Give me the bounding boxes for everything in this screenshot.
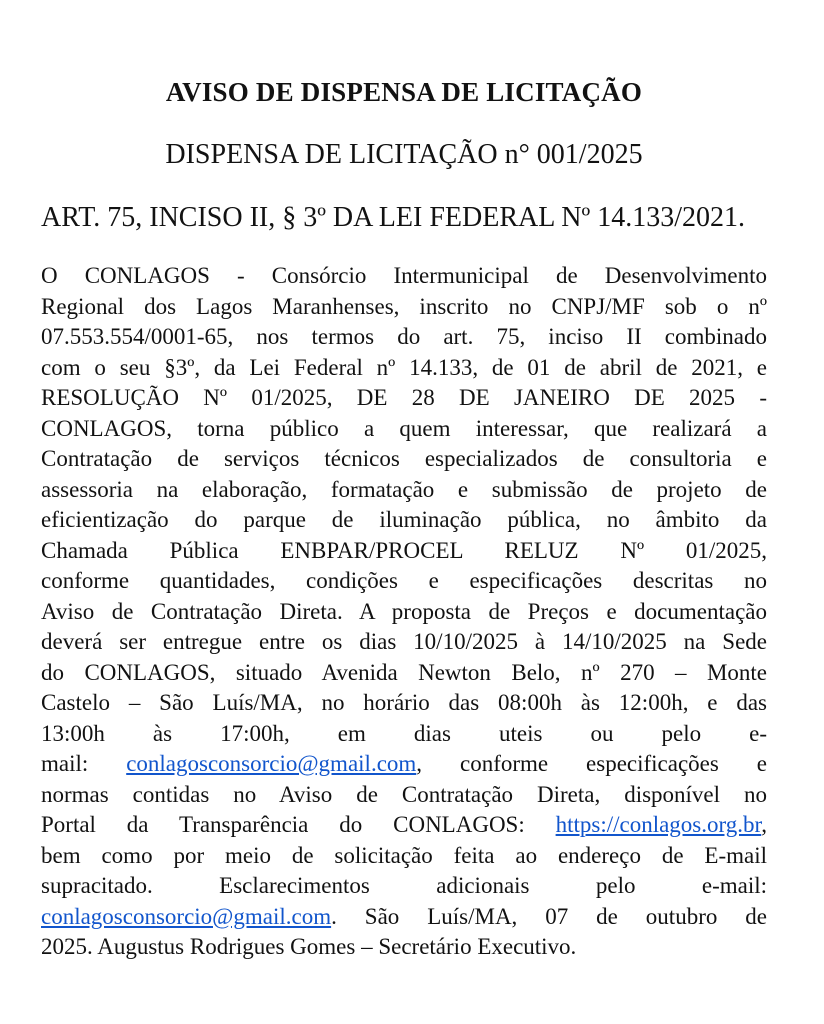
body-text-run: Aviso de Contratação Direta. A proposta de Preços e documentação xyxy=(41,598,767,624)
body-text-run: Portal da Transparência do CONLAGOS: xyxy=(41,812,556,837)
body-text-run: 2025. Augustus Rodrigues Gomes – Secretário Executivo. xyxy=(41,934,577,959)
body-text-run: Chamada Pública ENBPAR/PROCEL RELUZ Nº 01/2025, xyxy=(41,537,767,563)
body-line xyxy=(41,475,767,506)
body-line xyxy=(41,383,767,414)
body-text-run: Regional dos Lagos Maranhenses, inscrito no CNPJ/MF sob o nº xyxy=(41,293,767,319)
body-line xyxy=(41,719,767,750)
body-text-run: supracitado. Esclarecimentos adicionais pelo e-mail: xyxy=(41,873,767,898)
portal-link[interactable]: https://conlagos.org.br xyxy=(555,812,762,837)
email-link[interactable]: conlagosconsorcio@gmail.com xyxy=(126,751,417,776)
legal-reference: ART. 75, INCISO II, § 3º DA LEI FEDERAL Nº 14.133/2021. xyxy=(41,202,745,233)
body-line xyxy=(41,261,767,292)
body-line xyxy=(41,597,767,628)
body-line xyxy=(41,871,767,902)
body-line xyxy=(41,810,767,841)
body-text-run: Contratação de serviços técnicos especializados de consultoria e xyxy=(41,446,767,471)
body-line xyxy=(41,566,767,597)
body-text-run: O CONLAGOS - Consórcio Intermunicipal de Desenvolvimento xyxy=(41,263,767,288)
body-text-run: RESOLUÇÃO Nº 01/2025, DE 28 DE JANEIRO DE 2025 - xyxy=(41,385,767,410)
body-line xyxy=(41,444,767,475)
body-line xyxy=(41,322,767,353)
body-text-run: do CONLAGOS, situado Avenida Newton Belo, nº 270 – Monte xyxy=(41,659,767,685)
body-line xyxy=(41,932,767,963)
body-line xyxy=(41,292,767,323)
body-text-run: eficientização do parque de iluminação pública, no âmbito da xyxy=(41,507,767,532)
body-line xyxy=(41,353,767,384)
body-text-run: 13:00h às 17:00h, em dias uteis ou pelo e- xyxy=(41,720,767,746)
body-line xyxy=(41,627,767,658)
body-line xyxy=(41,902,767,933)
body-text-run: 07.553.554/0001-65, nos termos do art. 75, inciso II combinado xyxy=(41,324,767,349)
body-text-run: mail: xyxy=(41,751,127,776)
document-subtitle: DISPENSA DE LICITAÇÃO n° 001/2025 xyxy=(165,139,643,170)
body-line xyxy=(41,780,767,811)
document-title: AVISO DE DISPENSA DE LICITAÇÃO xyxy=(165,77,643,107)
email-link[interactable]: conlagosconsorcio@gmail.com xyxy=(41,903,332,929)
body-text-run: bem como por meio de solicitação feita ao endereço de E-mail xyxy=(41,842,767,868)
body-line xyxy=(41,536,767,567)
body-text-run: com o seu §3º, da Lei Federal nº 14.133, de 01 de abril de 2021, e xyxy=(41,354,767,380)
body-line xyxy=(41,505,767,536)
body-text-run: normas contidas no Aviso de Contratação Direta, disponível no xyxy=(41,781,767,807)
body-text-run: Castelo – São Luís/MA, no horário das 08:00h às 12:00h, e das xyxy=(41,690,767,715)
body-text-run: deverá ser entregue entre os dias 10/10/2025 à 14/10/2025 na Sede xyxy=(41,629,767,654)
body-text-run: conforme quantidades, condições e especificações descritas no xyxy=(41,568,767,593)
body-text-run: , conforme especificações e xyxy=(416,751,767,776)
body-text-run: assessoria na elaboração, formatação e submissão de projeto de xyxy=(41,476,767,502)
body-text-run: , xyxy=(761,812,767,837)
body-text-run: CONLAGOS, torna público a quem interessar, que realizará a xyxy=(41,415,767,441)
body-line xyxy=(41,658,767,689)
body-line xyxy=(41,749,767,780)
body-line xyxy=(41,688,767,719)
body-paragraph xyxy=(41,261,767,963)
body-line xyxy=(41,414,767,445)
body-line xyxy=(41,841,767,872)
body-text-run: . São Luís/MA, 07 de outubro de xyxy=(331,903,767,929)
